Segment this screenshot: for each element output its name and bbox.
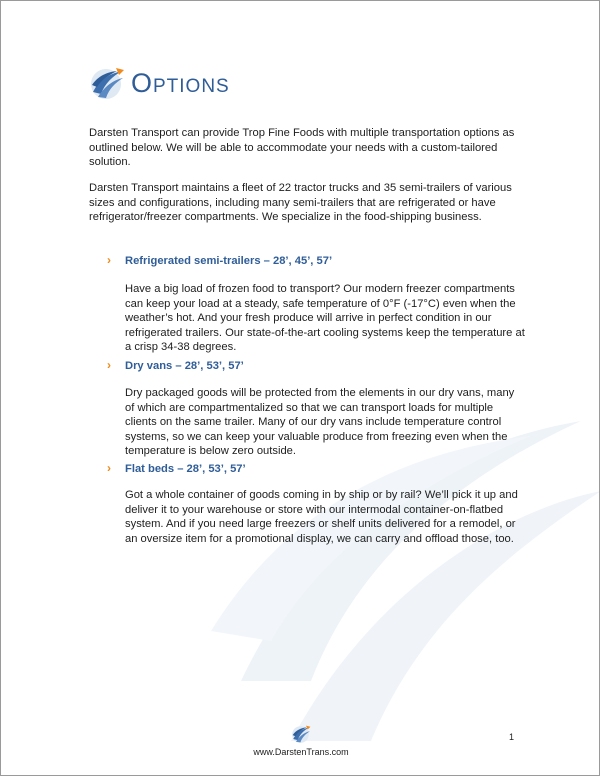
chevron-right-icon: › (107, 358, 111, 372)
intro-paragraph-1: Darsten Transport can provide Trop Fine Foods with multiple transportation options as outlined below. We will be able to accommodate your needs with a custom-tailored solution. (89, 127, 515, 169)
option-body-flat-beds: Got a whole container of goods coming in by ship or by rail? We’ll pick it up and deliver it to your warehouse or store with our intermodal container-on-flatbed system. And if you need large freezers or shelf units delivered for a remodel, or an oversize item for a promotional display, we can carry and offload those, too. (125, 489, 518, 545)
option-body-refrigerated: Have a big load of frozen food to transport? Our modern freezer compartments can keep your load at a steady, safe temperature of 0°F (-17°C) even when the weather’s hot. And your fresh produce will arrive in perfect condition in our refrigerated trailers. Our state-of-the-art cooling systems keep the temperature at a crisp 34-38 degrees. (125, 283, 525, 354)
chevron-right-icon: › (107, 253, 111, 267)
option-heading-refrigerated: Refrigerated semi-trailers – 28’, 45’, 57’ (125, 255, 333, 267)
chevron-right-icon: › (107, 461, 111, 475)
intro-paragraph-2: Darsten Transport maintains a fleet of 22 tractor trucks and 35 semi-trailers of various sizes and configurations, including many semi-trailers that are refrigerated or have refrigerator/freezer compartments. We specialize in the food-shipping business. (89, 182, 512, 224)
option-body-dry-vans: Dry packaged goods will be protected from the elements in our dry vans, many of which are compartmentalized so that we can transport loads for multiple clients on the same trailer. Many of our dry vans include temperature control systems, so we can keep your valuable produce from freezing even when the temperature is below zero outside. (125, 387, 515, 458)
option-heading-dry-vans: Dry vans – 28’, 53’, 57’ (125, 360, 244, 372)
page-header (89, 65, 230, 101)
page-number: 1 (509, 732, 515, 742)
footer-website-link[interactable]: www.DarstenTrans.com (253, 747, 349, 757)
page-title: Options (131, 67, 230, 98)
option-heading-flat-beds: Flat beds – 28’, 53’, 57’ (125, 463, 246, 475)
footer-logo-icon (291, 724, 311, 744)
darsten-swoosh-logo-icon (89, 65, 125, 101)
